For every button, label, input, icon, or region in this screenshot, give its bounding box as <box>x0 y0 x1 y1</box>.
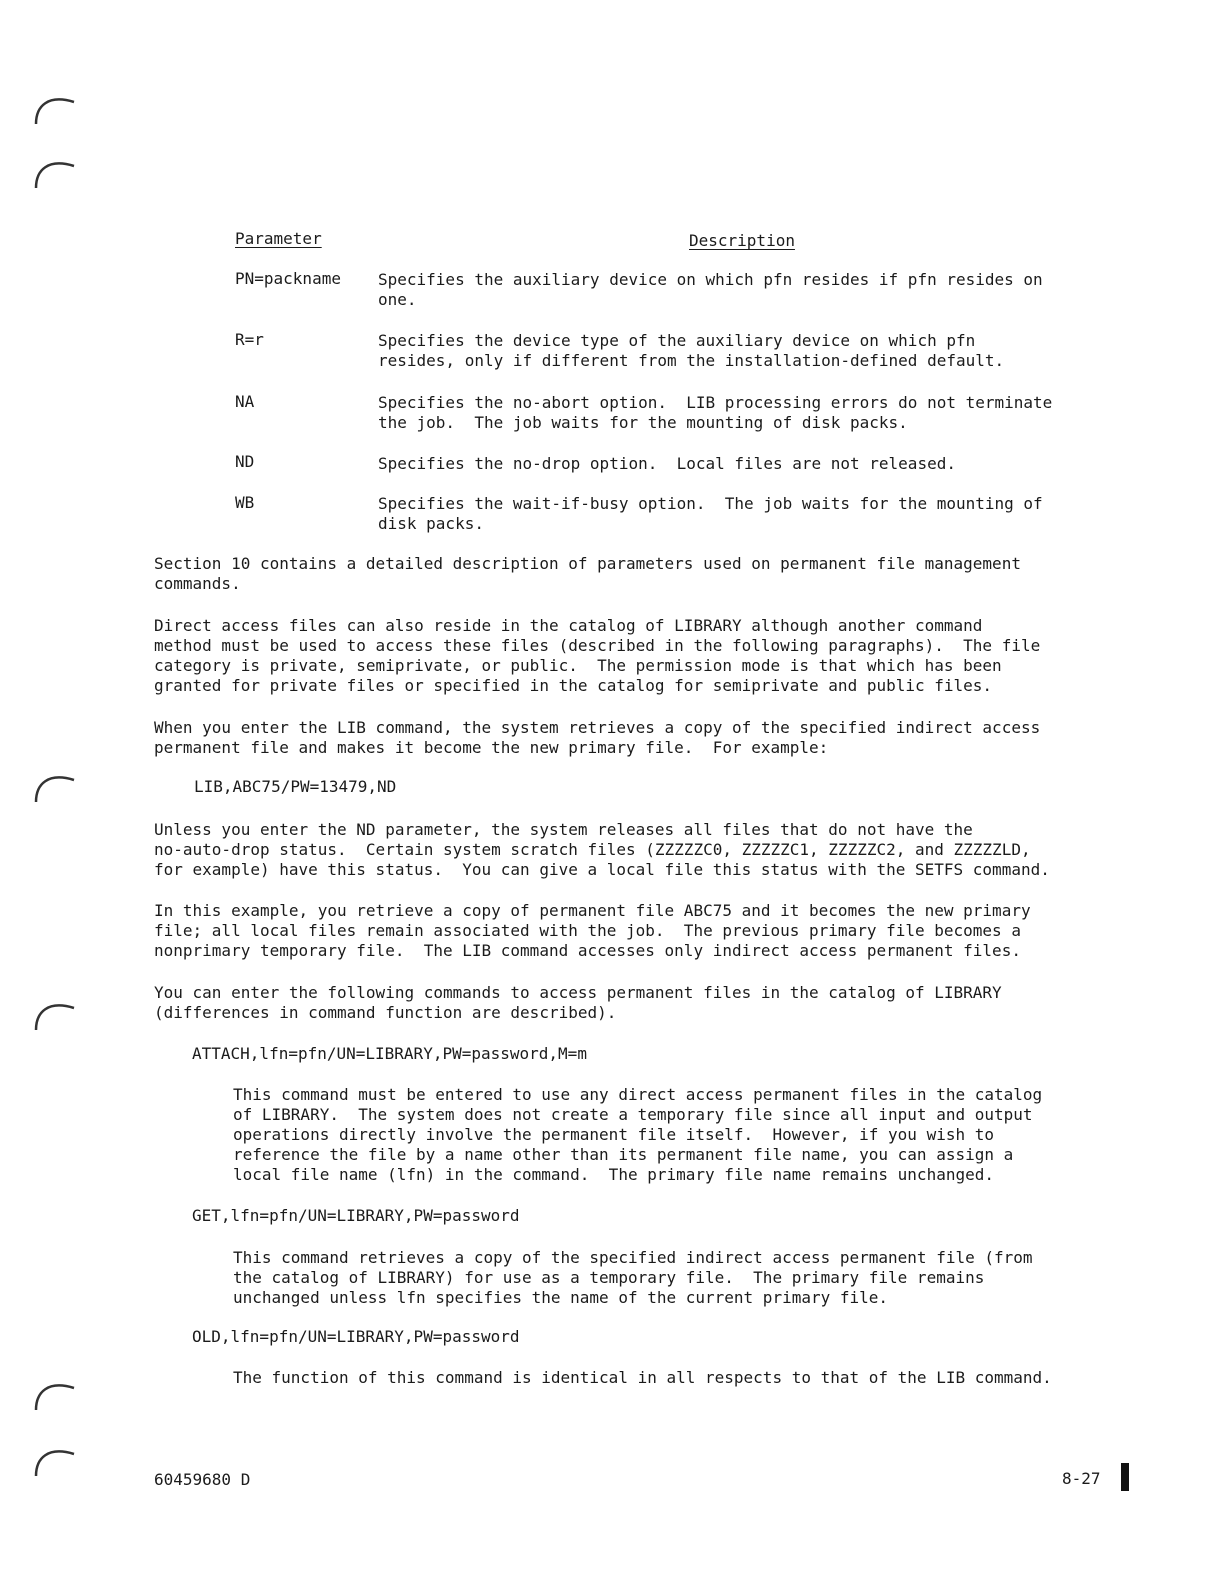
command-description: The function of this command is identical in all respects to that of the LIB command. <box>233 1368 1052 1387</box>
command-syntax: OLD,lfn=pfn/UN=LIBRARY,PW=password <box>192 1327 520 1346</box>
param-description: Specifies the device type of the auxiliary device on which pfn resides, only if different from the installation-defined default. <box>378 331 1005 370</box>
description-column-header: Description <box>689 231 795 250</box>
change-bar <box>1121 1463 1129 1491</box>
body-paragraph: In this example, you retrieve a copy of permanent file ABC75 and it becomes the new primary file; all local files remain associated with the job. The previous primary file becomes a nonprimary temporary file. The LIB command accesses only indirect access permanent files. <box>154 901 1031 960</box>
param-description: Specifies the wait-if-busy option. The job waits for the mounting of disk packs. <box>378 494 1043 533</box>
param-description: Specifies the no-drop option. Local files are not released. <box>378 454 956 473</box>
command-description: This command retrieves a copy of the specified indirect access permanent file (from the catalog of LIBRARY) for use as a temporary file. The primary file remains unchanged unless lfn specifies the name of the current primary file. <box>233 1248 1033 1307</box>
body-paragraph: When you enter the LIB command, the system retrieves a copy of the specified indirect access permanent file and makes it become the new primary file. For example: <box>154 718 1041 757</box>
punch-hole-mark <box>30 766 80 806</box>
command-description: This command must be entered to use any direct access permanent files in the catalog of LIBRARY. The system does not create a temporary file since all input and output operations directly involve the permanent file itself. However, if you wish to reference the file by a name other than its permanent file name, you can assign a local file name (lfn) in the command. The primary file name remains unchanged. <box>233 1085 1043 1184</box>
punch-hole-mark <box>30 88 80 128</box>
param-name: R=r <box>235 330 264 349</box>
code-example: LIB,ABC75/PW=13479,ND <box>194 777 397 796</box>
punch-hole-mark <box>30 1440 80 1480</box>
page-number: 8-27 <box>1062 1469 1101 1488</box>
param-name: PN=packname <box>235 269 341 288</box>
document-number: 60459680 D <box>154 1470 251 1489</box>
body-paragraph: Direct access files can also reside in the catalog of LIBRARY although another command method must be used to access these files (described in the following paragraphs). The file category is private, semiprivate, or public. The permission mode is that which has been granted for private files or specified in the catalog for semiprivate and public files. <box>154 616 1041 695</box>
param-name: ND <box>235 452 255 471</box>
param-name: NA <box>235 392 255 411</box>
body-paragraph: Section 10 contains a detailed description of parameters used on permanent file management commands. <box>154 554 1021 593</box>
body-paragraph: Unless you enter the ND parameter, the system releases all files that do not have the no-auto-drop status. Certain system scratch files (ZZZZZC0, ZZZZZC1, ZZZZZC2, and ZZZZZLD, for example) have this status. You can give a local file this status with the SETFS command. <box>154 820 1050 879</box>
punch-hole-mark <box>30 994 80 1034</box>
param-description: Specifies the auxiliary device on which pfn resides if pfn resides on one. <box>378 270 1043 309</box>
param-description: Specifies the no-abort option. LIB processing errors do not terminate the job. The job waits for the mounting of disk packs. <box>378 393 1053 432</box>
body-paragraph: You can enter the following commands to access permanent files in the catalog of LIBRARY (differences in command function are described). <box>154 983 1002 1022</box>
punch-hole-mark <box>30 152 80 192</box>
param-name: WB <box>235 493 255 512</box>
command-syntax: GET,lfn=pfn/UN=LIBRARY,PW=password <box>192 1206 520 1225</box>
punch-hole-mark <box>30 1374 80 1414</box>
command-syntax: ATTACH,lfn=pfn/UN=LIBRARY,PW=password,M=m <box>192 1044 587 1063</box>
parameter-column-header: Parameter <box>235 229 322 248</box>
